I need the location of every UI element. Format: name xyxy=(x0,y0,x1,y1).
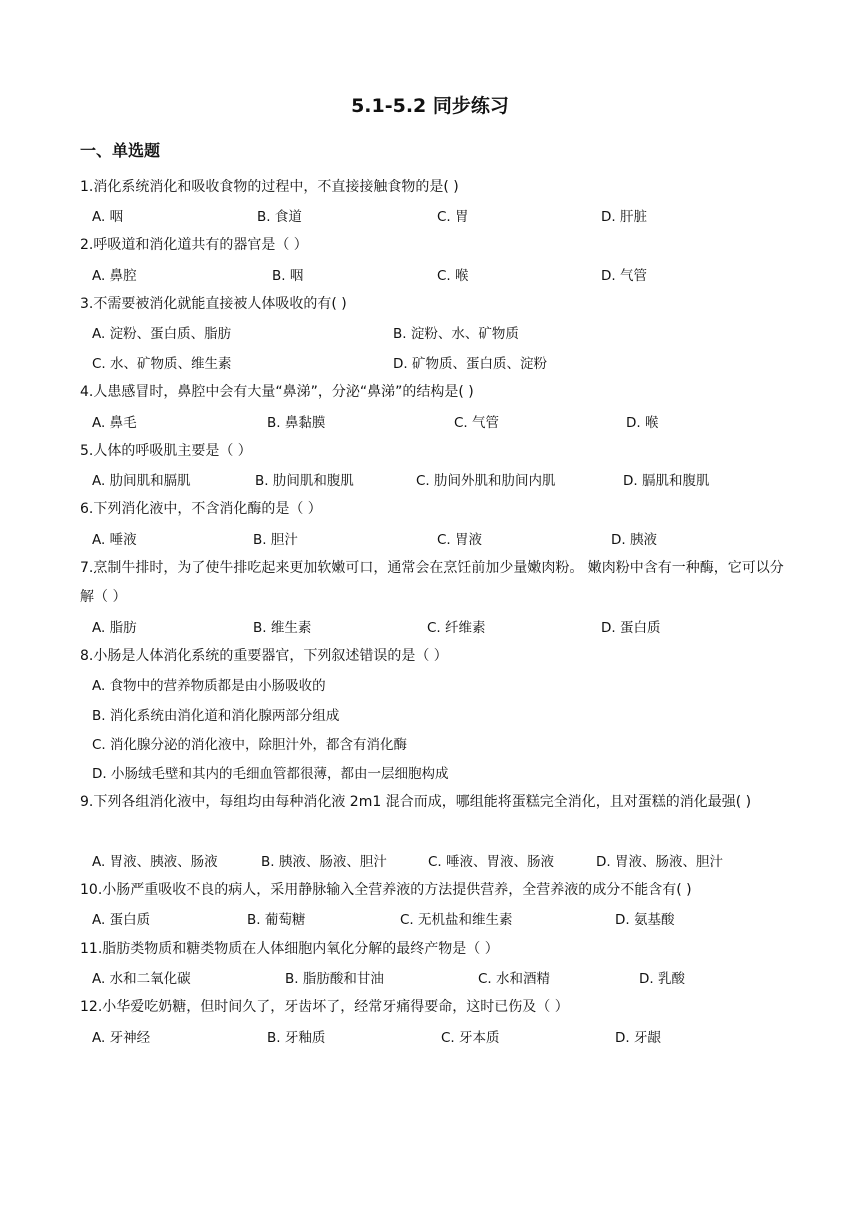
option-d: D. 小肠绒毛壁和其内的毛细血管都很薄，都由一层细胞构成 xyxy=(92,766,449,782)
option-d: D. 乳酸 xyxy=(639,971,685,987)
option-a: A. 肋间肌和膈肌 xyxy=(92,473,191,489)
option-c: C. 胃液 xyxy=(437,532,483,548)
question-stem: 9.下列各组消化液中，每组均由每种消化液 2m1 混合而成，哪组能将蛋糕完全消化，且对蛋糕的消化最强( ) xyxy=(80,794,752,810)
option-c: C. 气管 xyxy=(454,415,500,431)
option-d: D. 氨基酸 xyxy=(615,912,675,928)
question-stem: 11.脂肪类物质和糖类物质在人体细胞内氧化分解的最终产物是（ ） xyxy=(80,941,499,957)
question-stem: 5.人体的呼吸肌主要是（ ） xyxy=(80,443,252,459)
option-b: B. 牙釉质 xyxy=(267,1030,326,1046)
option-d: D. 喉 xyxy=(626,415,659,431)
option-b: B. 消化系统由消化道和消化腺两部分组成 xyxy=(92,708,340,724)
option-b: B. 葡萄糖 xyxy=(247,912,306,928)
option-b: B. 胰液、肠液、胆汁 xyxy=(261,854,387,870)
question-stem: 8.小肠是人体消化系统的重要器官，下列叙述错误的是（ ） xyxy=(80,648,448,664)
option-b: B. 食道 xyxy=(257,209,302,225)
option-a: A. 脂肪 xyxy=(92,620,137,636)
question-stem: 12.小华爱吃奶糖，但时间久了，牙齿坏了，经常牙痛得要命，这时已伤及（ ） xyxy=(80,999,569,1015)
option-d: D. 气管 xyxy=(601,268,647,284)
option-b: B. 淀粉、水、矿物质 xyxy=(393,326,519,342)
option-b: B. 咽 xyxy=(272,268,304,284)
option-a: A. 唾液 xyxy=(92,532,137,548)
option-c: C. 水和酒精 xyxy=(478,971,551,987)
option-a: A. 食物中的营养物质都是由小肠吸收的 xyxy=(92,678,326,694)
question-stem: 2.呼吸道和消化道共有的器官是（ ） xyxy=(80,237,308,253)
option-c: C. 胃 xyxy=(437,209,469,225)
option-a: A. 鼻腔 xyxy=(92,268,137,284)
option-b: B. 脂肪酸和甘油 xyxy=(285,971,384,987)
question-stem: 6.下列消化液中，不含消化酶的是（ ） xyxy=(80,501,322,517)
question-stem: 4.人患感冒时，鼻腔中会有大量“鼻涕”，分泌“鼻涕”的结构是( ) xyxy=(80,384,474,400)
option-d: D. 胰液 xyxy=(611,532,657,548)
option-c: C. 肋间外肌和肋间内肌 xyxy=(416,473,556,489)
option-d: D. 膈肌和腹肌 xyxy=(623,473,710,489)
option-c: C. 消化腺分泌的消化液中，除胆汁外，都含有消化酶 xyxy=(92,737,408,753)
option-c: C. 喉 xyxy=(437,268,469,284)
option-d: D. 胃液、肠液、胆汁 xyxy=(596,854,723,870)
question-stem: 3.不需要被消化就能直接被人体吸收的有( ) xyxy=(80,296,347,312)
question-stem: 10.小肠严重吸收不良的病人，采用静脉输入全营养液的方法提供营养，全营养液的成分不能含有( ) xyxy=(80,882,692,898)
option-c: C. 水、矿物质、维生素 xyxy=(92,356,232,372)
question-stem: 7.烹制牛排时，为了使牛排吃起来更加软嫩可口，通常会在烹饪前加少量嫩肉粉。 嫩肉粉中含有一种酶，它可以分解（ ） xyxy=(80,560,784,605)
option-d: D. 肝脏 xyxy=(601,209,647,225)
option-b: B. 胆汁 xyxy=(253,532,298,548)
option-a: A. 淀粉、蛋白质、脂肪 xyxy=(92,326,232,342)
option-a: A. 蛋白质 xyxy=(92,912,151,928)
question-stem: 1.消化系统消化和吸收食物的过程中，不直接接触食物的是( ) xyxy=(80,179,459,195)
option-d: D. 矿物质、蛋白质、淀粉 xyxy=(393,356,547,372)
option-c: C. 纤维素 xyxy=(427,620,486,636)
option-a: A. 牙神经 xyxy=(92,1030,151,1046)
option-c: C. 无机盐和维生素 xyxy=(400,912,513,928)
option-a: A. 胃液、胰液、肠液 xyxy=(92,854,218,870)
page-title: 5.1-5.2 同步练习 xyxy=(351,95,509,117)
option-b: B. 维生素 xyxy=(253,620,312,636)
option-a: A. 水和二氧化碳 xyxy=(92,971,191,987)
option-c: C. 唾液、胃液、肠液 xyxy=(428,854,555,870)
option-c: C. 牙本质 xyxy=(441,1030,500,1046)
option-a: A. 鼻毛 xyxy=(92,415,137,431)
option-a: A. 咽 xyxy=(92,209,124,225)
option-d: D. 牙龈 xyxy=(615,1030,661,1046)
option-b: B. 鼻黏膜 xyxy=(267,415,326,431)
section-heading: 一、单选题 xyxy=(80,141,161,160)
option-d: D. 蛋白质 xyxy=(601,620,661,636)
option-b: B. 肋间肌和腹肌 xyxy=(255,473,354,489)
